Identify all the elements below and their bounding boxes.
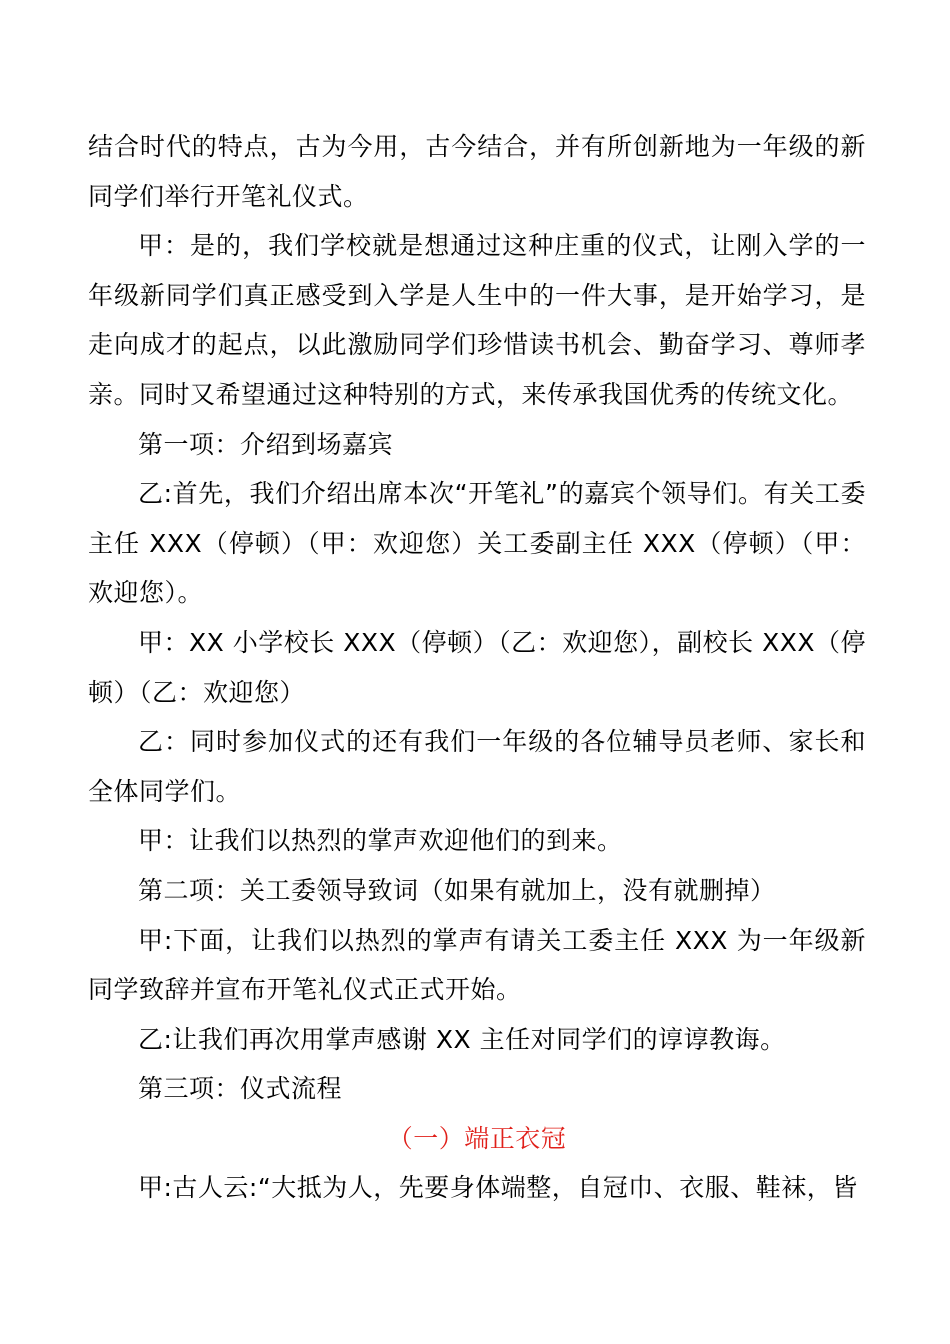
paragraph-4: 乙:首先，我们介绍出席本次“开笔礼”的嘉宾个领导们。有关工委主任 XXX（停顿）（甲：欢迎您）关工委副主任 XXX（停顿）（甲：欢迎您）。 (88, 479, 866, 608)
section-heading: （一）端正衣冠 (387, 1123, 567, 1153)
paragraph-1: 结合时代的特点，古为今用，古今结合，并有所创新地为一年级的新同学们举行开笔礼仪式。 (88, 132, 866, 211)
paragraph-9: 甲:下面，让我们以热烈的掌声有请关工委主任 XXX 为一年级新同学致辞并宣布开笔礼仪式正式开始。 (88, 925, 866, 1005)
paragraph-3: 第一项：介绍到场嘉宾 (138, 429, 394, 459)
paragraph-5: 甲：XX 小学校长 XXX（停顿）（乙：欢迎您），副校长 XXX（停顿）（乙：欢迎您） (88, 627, 866, 707)
paragraph-10: 乙:让我们再次用掌声感谢 XX 主任对同学们的谆谆教诲。 (138, 1024, 786, 1054)
paragraph-2: 甲：是的，我们学校就是想通过这种庄重的仪式，让刚入学的一年级新同学们真正感受到入学是人生中的一件大事，是开始学习，是走向成才的起点，以此激励同学们珍惜读书机会、勤奋学习、尊师孝亲。同时又希望通过这种特别的方式，来传承我国优秀的传统文化。 (88, 231, 866, 409)
paragraph-8: 第二项：关工委领导致词（如果有就加上，没有就删掉） (138, 875, 776, 905)
paragraph-11: 第三项：仪式流程 (138, 1074, 343, 1104)
paragraph-7: 甲：让我们以热烈的掌声欢迎他们的到来。 (138, 826, 623, 856)
document-page (88, 122, 866, 1213)
paragraph-6: 乙：同时参加仪式的还有我们一年级的各位辅导员老师、家长和全体同学们。 (88, 727, 866, 806)
paragraph-last: 甲:古人云:“大抵为人，先要身体端整，自冠巾、衣服、鞋袜，皆 (138, 1173, 858, 1203)
